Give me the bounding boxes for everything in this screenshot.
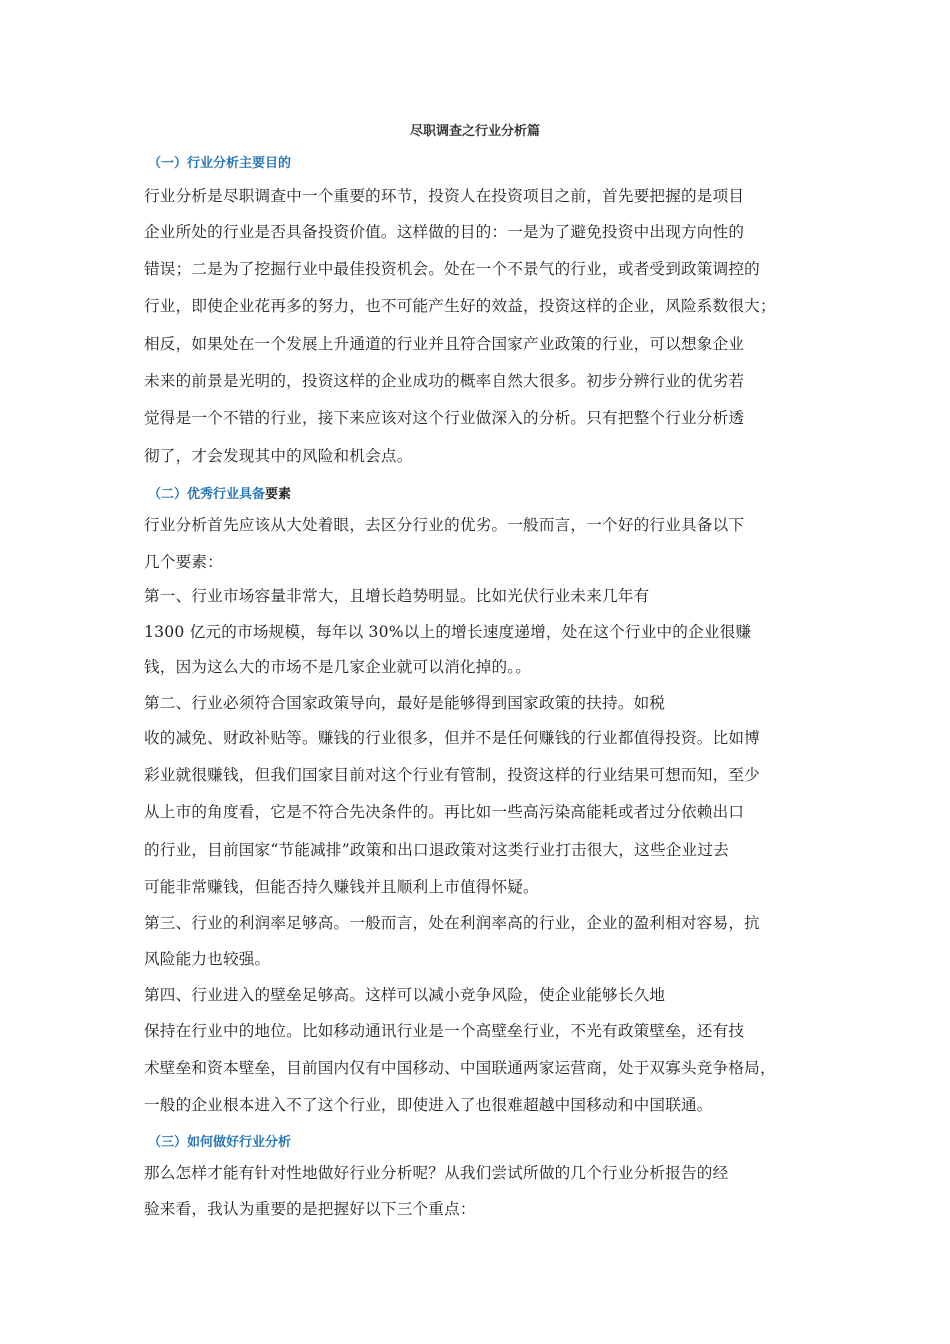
section-2-line: 第三、行业的利润率足够高。一般而言，处在利润率高的行业，企业的盈利相对容易，抗 [144, 914, 760, 932]
section-1-line: 相反，如果处在一个发展上升通道的行业并且符合国家产业政策的行业，可以想象企业 [144, 335, 745, 353]
section-2-line: 可能非常赚钱，但能否持久赚钱并且顺利上市值得怀疑。 [144, 878, 539, 896]
section-2-line: 第四、行业进入的壁垒足够高。这样可以减小竞争风险，使企业能够长久地 [144, 986, 666, 1004]
section-2-line: 的行业，目前国家“节能减排”政策和出口退政策对这类行业打击很大，这些企业过去 [144, 841, 729, 859]
section-2-heading [148, 483, 291, 502]
section-1-heading [148, 152, 291, 171]
section-3-line: 验来看，我认为重要的是把握好以下三个重点： [144, 1200, 476, 1218]
section-2-line: 几个要素： [144, 553, 223, 571]
section-3-heading [148, 1131, 291, 1150]
section-1-line: 彻了，才会发现其中的风险和机会点。 [144, 447, 413, 465]
section-2-line: 收的减免、财政补贴等。赚钱的行业很多，但并不是任何赚钱的行业都值得投资。比如博 [144, 729, 760, 747]
section-2-line: 风险能力也较强。 [144, 950, 271, 968]
section-2-line: 从上市的角度看，它是不符合先决条件的。再比如一些高污染高能耗或者过分依赖出口 [144, 803, 745, 821]
section-2-line: 第二、行业必须符合国家政策导向，最好是能够得到国家政策的扶持。如税 [144, 694, 666, 712]
section-3-line: 那么怎样才能有针对性地做好行业分析呢？从我们尝试所做的几个行业分析报告的经 [144, 1164, 729, 1182]
section-2-line: 术壁垒和资本壁垒，目前国内仅有中国移动、中国联通两家运营商，处于双寡头竞争格局， [144, 1059, 776, 1077]
section-1-heading-text: （一）行业分析主要目的 [148, 156, 292, 171]
section-3-heading-text: （三）如何做好行业分析 [148, 1135, 292, 1150]
section-1-line: 觉得是一个不错的行业，接下来应该对这个行业做深入的分析。只有把整个行业分析透 [144, 409, 745, 427]
section-2-line: 彩业就很赚钱，但我们国家目前对这个行业有管制，投资这样的行业结果可想而知，至少 [144, 766, 760, 784]
section-2-heading-text: （二）优秀行业具备 [148, 487, 266, 502]
section-2-line: 1300 亿元的市场规模，每年以 30%以上的增长速度递增，处在这个行业中的企业很赚 [144, 623, 752, 641]
section-2-line: 钱，因为这么大的市场不是几家企业就可以消化掉的。。 [144, 658, 532, 676]
section-1-line: 行业，即使企业花再多的努力，也不可能产生好的效益，投资这样的企业，风险系数很大； [144, 297, 776, 315]
section-1-line: 错误；二是为了挖掘行业中最佳投资机会。处在一个不景气的行业，或者受到政策调控的 [144, 260, 760, 278]
section-2-line: 一般的企业根本进入不了这个行业，即使进入了也很难超越中国移动和中国联通。 [144, 1096, 713, 1114]
section-2-line: 行业分析首先应该从大处着眼，去区分行业的优劣。一般而言，一个好的行业具备以下 [144, 516, 745, 534]
section-1-line: 企业所处的行业是否具备投资价值。这样做的目的：一是为了避免投资中出现方向性的 [144, 223, 745, 241]
document-title: 尽职调查之行业分析篇 [409, 124, 540, 139]
section-1-line: 未来的前景是光明的，投资这样的企业成功的概率自然大很多。初步分辨行业的优劣若 [144, 372, 745, 390]
section-1-line: 行业分析是尽职调查中一个重要的环节，投资人在投资项目之前，首先要把握的是项目 [144, 187, 745, 205]
section-2-line: 保持在行业中的地位。比如移动通讯行业是一个高壁垒行业，不光有政策壁垒，还有技 [144, 1022, 745, 1040]
section-2-line: 第一、行业市场容量非常大，且增长趋势明显。比如光伏行业未来几年有 [144, 587, 650, 605]
section-2-heading-suffix: 要素 [265, 487, 292, 502]
